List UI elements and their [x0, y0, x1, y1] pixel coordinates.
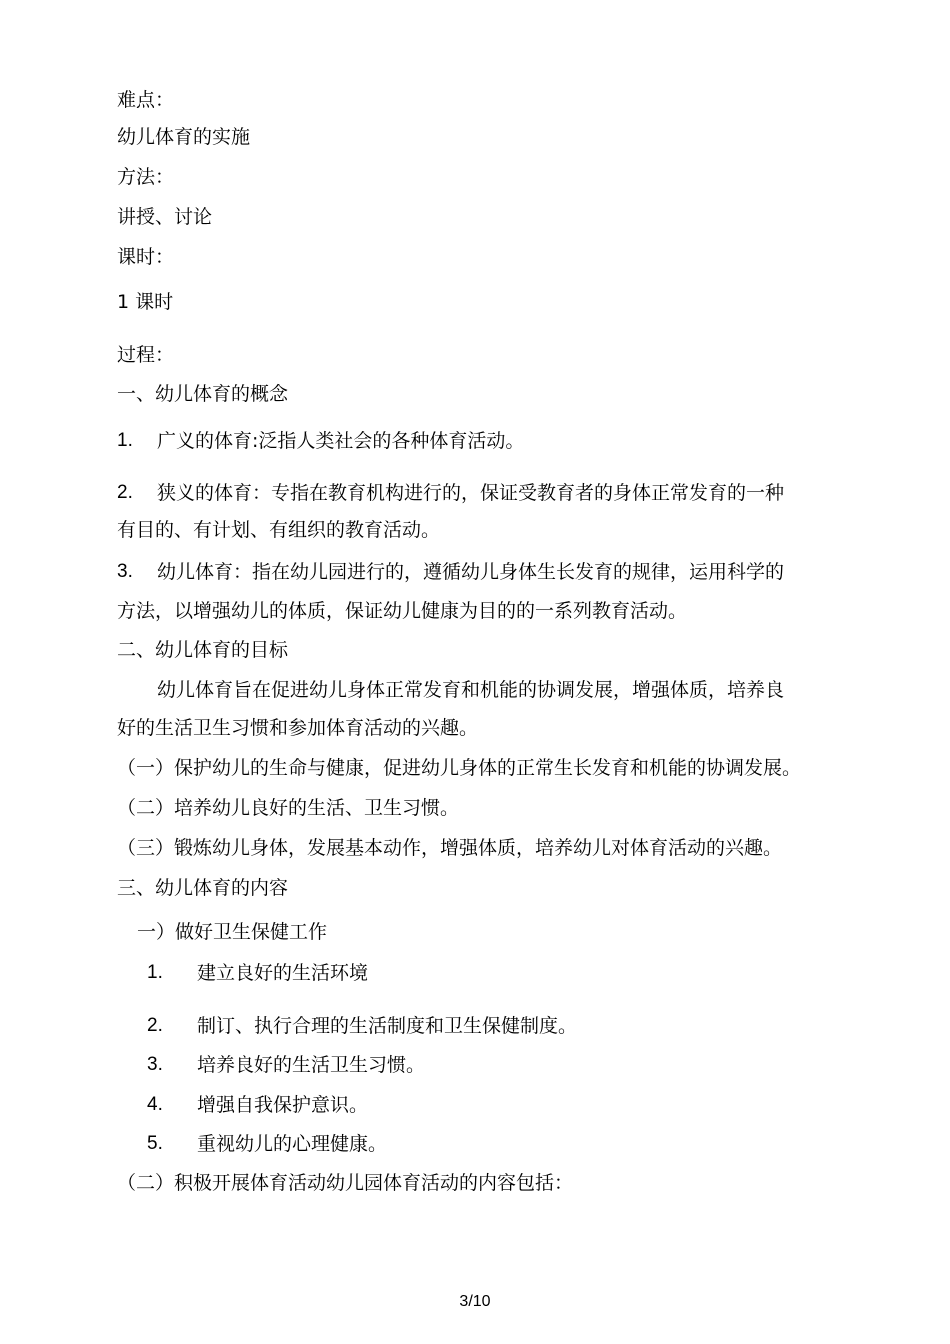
section-2-title: 二、幼儿体育的目标 [117, 639, 289, 661]
section-3-item-5-number: 5. [147, 1133, 163, 1154]
difficulty-value: 幼儿体育的实施 [117, 126, 251, 148]
section-2-paragraph-b: 好的生活卫生习惯和参加体育活动的兴趣。 [117, 717, 479, 739]
section-3-item-1-text: 建立良好的生活环境 [197, 962, 369, 984]
method-value: 讲授、讨论 [117, 206, 213, 228]
section-3-subsection-2: （二）积极开展体育活动幼儿园体育活动的内容包括： [117, 1172, 574, 1194]
class-hours-label: 课时： [117, 246, 175, 268]
section-1-item-1-text: 广义的体育:泛指人类社会的各种体育活动。 [157, 430, 525, 452]
section-3-item-3-number: 3. [147, 1054, 163, 1075]
section-1-item-1-number: 1. [117, 430, 133, 451]
section-1-item-2-number: 2. [117, 482, 133, 503]
method-label: 方法： [117, 166, 175, 188]
section-3-item-1-number: 1. [147, 962, 163, 983]
section-3-item-4-number: 4. [147, 1094, 163, 1115]
section-1-item-2-text-b: 有目的、有计划、有组织的教育活动。 [117, 519, 441, 541]
class-hours-value: 1 课时 [117, 291, 174, 313]
page-number: 3/10 [459, 1293, 491, 1310]
section-1-item-2-text-a: 狭义的体育：专指在教育机构进行的，保证受教育者的身体正常发育的一种 [157, 482, 785, 504]
section-3-subsection-1: 一）做好卫生保健工作 [137, 921, 328, 943]
section-1-title: 一、幼儿体育的概念 [117, 383, 289, 405]
process-label: 过程： [117, 344, 175, 366]
section-3-item-2-text: 制订、执行合理的生活制度和卫生保健制度。 [197, 1015, 578, 1037]
section-1-item-3-text-a: 幼儿体育：指在幼儿园进行的，遵循幼儿身体生长发育的规律，运用科学的 [157, 561, 785, 583]
section-2-paragraph-a: 幼儿体育旨在促进幼儿身体正常发育和机能的协调发展，增强体质，培养良 [157, 679, 785, 701]
section-2-goal-3: （三）锻炼幼儿身体，发展基本动作，增强体质，培养幼儿对体育活动的兴趣。 [117, 837, 783, 859]
section-3-item-2-number: 2. [147, 1015, 163, 1036]
section-2-goal-1: （一）保护幼儿的生命与健康，促进幼儿身体的正常生长发育和机能的协调发展。 [117, 757, 802, 779]
section-3-item-5-text: 重视幼儿的心理健康。 [197, 1133, 388, 1155]
difficulty-label: 难点： [117, 89, 175, 111]
section-1-item-3-number: 3. [117, 561, 133, 582]
section-2-goal-2: （二）培养幼儿良好的生活、卫生习惯。 [117, 797, 460, 819]
section-3-item-4-text: 增强自我保护意识。 [197, 1094, 369, 1116]
section-3-title: 三、幼儿体育的内容 [117, 877, 289, 899]
section-3-item-3-text: 培养良好的生活卫生习惯。 [197, 1054, 426, 1076]
section-1-item-3-text-b: 方法，以增强幼儿的体质，保证幼儿健康为目的的一系列教育活动。 [117, 600, 688, 622]
